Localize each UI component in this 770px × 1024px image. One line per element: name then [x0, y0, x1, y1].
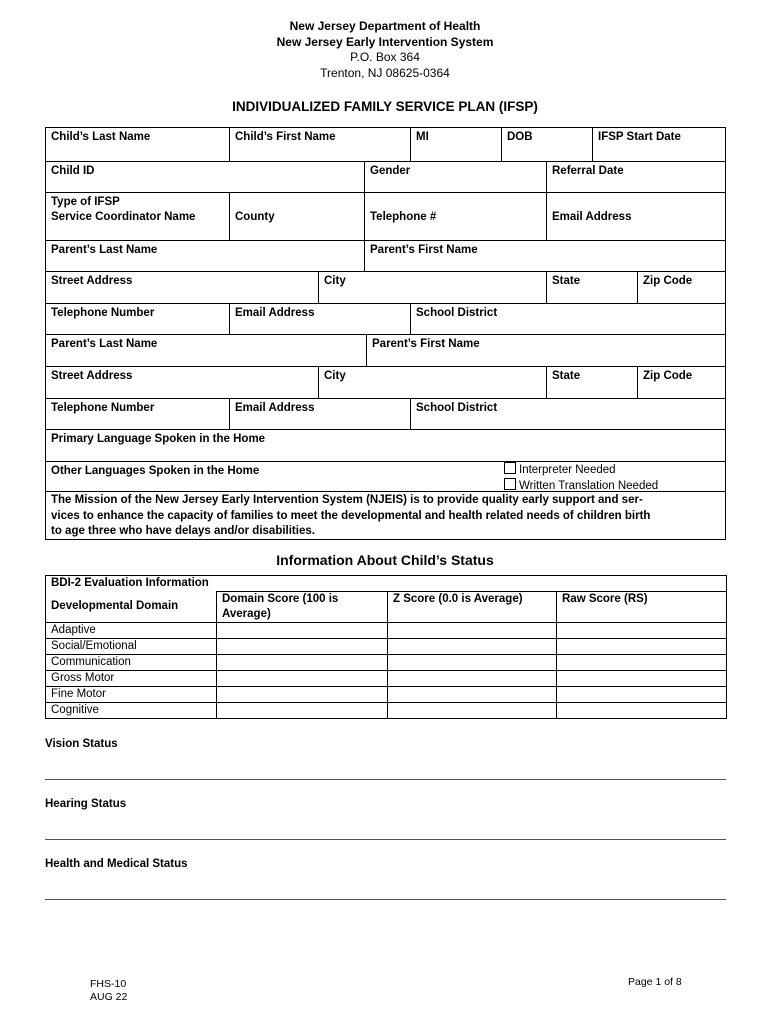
field-label: County: [235, 211, 275, 223]
domain-score-cell[interactable]: [217, 655, 388, 671]
translation-options: [501, 462, 727, 491]
raw-score-cell[interactable]: [557, 687, 727, 703]
primary-language-field[interactable]: [46, 430, 727, 461]
org-name: New Jersey Department of Health: [289, 19, 481, 33]
header-z-score: Z Score (0.0 is Average): [388, 592, 557, 623]
form-row: [46, 399, 725, 430]
domain-score-cell[interactable]: [217, 639, 388, 655]
form-row: [46, 304, 725, 335]
field-label: Parent’s First Name: [370, 244, 478, 256]
other-languages-field[interactable]: [46, 462, 506, 491]
translation-label: Written Translation Needed: [519, 480, 659, 492]
ifsp-form: [45, 127, 726, 540]
health-status-line[interactable]: [45, 899, 726, 900]
vision-status-line[interactable]: [45, 779, 726, 780]
field-label: Email Address: [235, 402, 315, 414]
form-title: INDIVIDUALIZED FAMILY SERVICE PLAN (IFSP): [232, 99, 538, 114]
field-label: Other Languages Spoken in the Home: [51, 465, 260, 477]
domain-name: Cognitive: [46, 703, 217, 719]
raw-score-cell[interactable]: [557, 671, 727, 687]
domain-score-cell[interactable]: [217, 687, 388, 703]
interpreter-checkbox[interactable]: [504, 462, 516, 474]
field-label: Zip Code: [643, 275, 693, 287]
form-row: [46, 162, 725, 193]
po-box: P.O. Box 364: [350, 50, 420, 64]
field-label: State: [552, 370, 581, 382]
referral-date-field[interactable]: [546, 162, 727, 192]
parent2-street-field[interactable]: [46, 367, 318, 398]
dob-field[interactable]: [501, 128, 592, 161]
email-field[interactable]: [546, 193, 727, 240]
parent1-city-field[interactable]: [318, 272, 546, 303]
form-row: [46, 335, 725, 367]
interpreter-label: Interpreter Needed: [519, 464, 616, 476]
field-label: Telephone #: [370, 211, 437, 223]
telephone-field[interactable]: [364, 193, 546, 240]
field-label: Telephone Number: [51, 402, 155, 414]
field-label: Email Address: [552, 211, 632, 223]
field-label: Parent’s Last Name: [51, 244, 158, 256]
z-score-cell[interactable]: [388, 623, 557, 639]
bdi-caption: BDI-2 Evaluation Information: [46, 576, 727, 592]
parent2-last-name-field[interactable]: [46, 335, 366, 366]
system-name: New Jersey Early Intervention System: [276, 34, 494, 49]
parent1-phone-field[interactable]: [46, 304, 229, 334]
field-label: Child’s Last Name: [51, 131, 151, 143]
field-label: City: [324, 370, 346, 382]
raw-score-cell[interactable]: [557, 639, 727, 655]
parent2-state-field[interactable]: [546, 367, 637, 398]
form-row: [46, 272, 725, 304]
field-label: Child’s First Name: [235, 131, 336, 143]
field-label: Telephone Number: [51, 307, 155, 319]
z-score-cell[interactable]: [388, 655, 557, 671]
parent1-school-district-field[interactable]: [410, 304, 727, 334]
domain-name: Adaptive: [46, 623, 217, 639]
table-row: [46, 655, 727, 671]
header-raw-score: Raw Score (RS): [557, 592, 727, 623]
mission-text: [46, 492, 727, 539]
parent2-email-field[interactable]: [229, 399, 410, 429]
field-label: City: [324, 275, 346, 287]
mission-line: vices to enhance the capacity of families to meet the developmental and health related needs of children birth: [51, 509, 651, 522]
parent1-zip-field[interactable]: [637, 272, 727, 303]
z-score-cell[interactable]: [388, 703, 557, 719]
field-label: School District: [416, 307, 498, 319]
field-label: Street Address: [51, 370, 133, 382]
field-label: School District: [416, 402, 498, 414]
parent1-state-field[interactable]: [546, 272, 637, 303]
field-label: Parent’s First Name: [372, 338, 480, 350]
bdi-table: [45, 575, 727, 719]
header-domain-score: Domain Score (100 is Average): [217, 592, 388, 623]
gender-field[interactable]: [364, 162, 546, 192]
form-row: [46, 430, 725, 462]
ifsp-start-date-field[interactable]: [592, 128, 727, 161]
domain-score-cell[interactable]: [217, 703, 388, 719]
parent2-city-field[interactable]: [318, 367, 546, 398]
field-label: IFSP Start Date: [598, 131, 681, 143]
health-status-label: Health and Medical Status: [45, 858, 188, 870]
hearing-status-line[interactable]: [45, 839, 726, 840]
form-number: FHS-10: [90, 978, 127, 990]
form-row: [46, 462, 725, 492]
field-label: Email Address: [235, 307, 315, 319]
field-label: Gender: [370, 165, 411, 177]
form-row: [46, 367, 725, 399]
raw-score-cell[interactable]: [557, 655, 727, 671]
translation-checkbox[interactable]: [504, 478, 516, 490]
child-first-name-field[interactable]: [229, 128, 410, 161]
header-domain: Developmental Domain: [46, 592, 217, 623]
raw-score-cell[interactable]: [557, 703, 727, 719]
interpreter-option[interactable]: [504, 462, 724, 478]
type-of-ifsp-label: Type of IFSP: [51, 196, 120, 208]
type-and-coordinator-field[interactable]: [46, 193, 229, 240]
document-header: [0, 19, 770, 81]
mi-field[interactable]: [410, 128, 501, 161]
parent1-email-field[interactable]: [229, 304, 410, 334]
hearing-status-label: Hearing Status: [45, 798, 127, 810]
form-row: [46, 128, 725, 162]
parent2-zip-field[interactable]: [637, 367, 727, 398]
table-caption-row: [46, 576, 727, 592]
field-label: DOB: [507, 131, 533, 143]
field-label: Child ID: [51, 165, 95, 177]
vision-status-label: Vision Status: [45, 738, 118, 750]
service-coordinator-label: Service Coordinator Name: [51, 211, 196, 223]
domain-name: Social/Emotional: [46, 639, 217, 655]
field-label: Referral Date: [552, 165, 624, 177]
mission-statement: [46, 492, 725, 540]
domain-name: Fine Motor: [46, 687, 217, 703]
form-code: [90, 978, 127, 1004]
parent2-first-name-field[interactable]: [366, 335, 727, 366]
z-score-cell[interactable]: [388, 687, 557, 703]
section-title: Information About Child’s Status: [276, 552, 494, 568]
table-row: [46, 703, 727, 719]
form-date: AUG 22: [90, 991, 128, 1003]
domain-score-cell[interactable]: [217, 623, 388, 639]
table-row: [46, 687, 727, 703]
city-address: Trenton, NJ 08625-0364: [320, 65, 450, 80]
raw-score-cell[interactable]: [557, 623, 727, 639]
field-label: Zip Code: [643, 370, 693, 382]
child-id-field[interactable]: [46, 162, 364, 192]
mission-line: The Mission of the New Jersey Early Intervention System (NJEIS) is to provide quality early support and ser-: [51, 494, 643, 506]
parent1-street-field[interactable]: [46, 272, 318, 303]
child-last-name-field[interactable]: [46, 128, 229, 161]
county-field[interactable]: [229, 193, 364, 240]
domain-name: Communication: [46, 655, 217, 671]
parent1-last-name-field[interactable]: [46, 241, 364, 271]
table-row: [46, 671, 727, 687]
parent1-first-name-field[interactable]: [364, 241, 727, 271]
field-label: Primary Language Spoken in the Home: [51, 433, 266, 445]
table-row: [46, 623, 727, 639]
field-label: State: [552, 275, 581, 287]
page-number: Page 1 of 8: [628, 976, 682, 988]
parent2-phone-field[interactable]: [46, 399, 229, 429]
table-header-row: [46, 592, 727, 623]
form-row: [46, 193, 725, 241]
z-score-cell[interactable]: [388, 639, 557, 655]
form-row: [46, 241, 725, 272]
domain-name: Gross Motor: [46, 671, 217, 687]
field-label: MI: [416, 131, 429, 143]
field-label: Parent’s Last Name: [51, 338, 158, 350]
z-score-cell[interactable]: [388, 671, 557, 687]
parent2-school-district-field[interactable]: [410, 399, 727, 429]
field-label: Street Address: [51, 275, 133, 287]
mission-line: to age three who have delays and/or disabilities.: [51, 525, 315, 537]
table-row: [46, 639, 727, 655]
domain-score-cell[interactable]: [217, 671, 388, 687]
